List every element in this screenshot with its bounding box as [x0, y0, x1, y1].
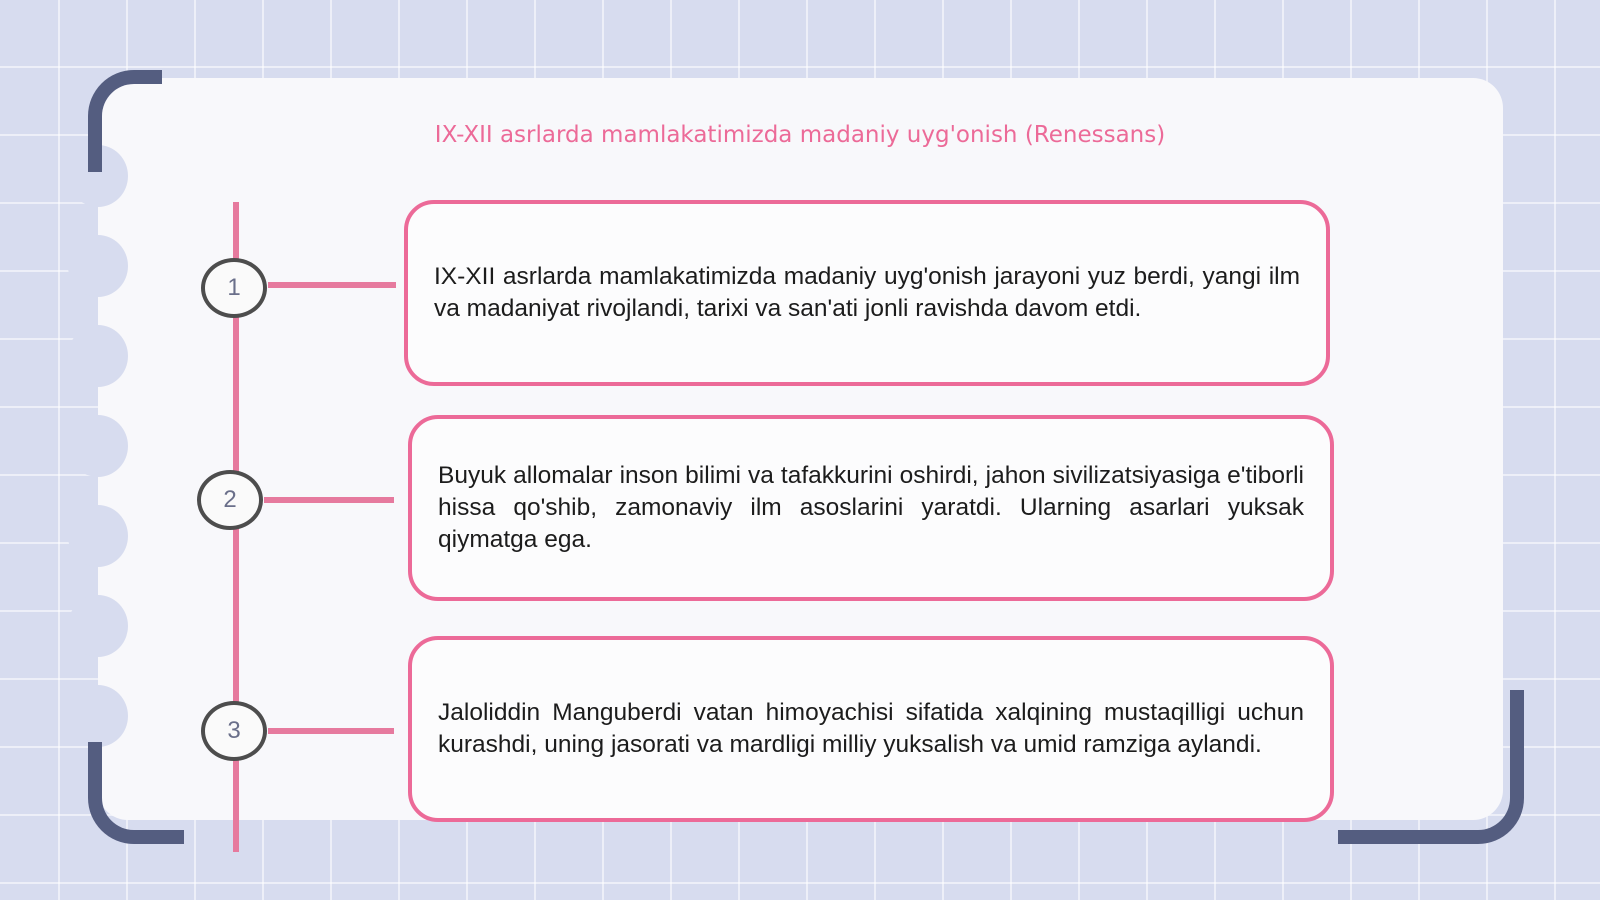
step-card-1	[404, 200, 1330, 386]
frame-corner-top-left	[88, 70, 162, 172]
scallop-notch	[68, 325, 128, 387]
timeline-connector	[264, 497, 394, 503]
step-number-2: 2	[197, 470, 263, 530]
step-number-3: 3	[201, 701, 267, 761]
step-card-3	[408, 636, 1334, 822]
scallop-notch	[68, 505, 128, 567]
step-text-3: Jaloliddin Manguberdi vatan himoyachisi sifatida xalqining mustaqilligi uchun kurashdi, uning jasorati va mardligi milliy yuksalish va umid ramziga aylandi.	[438, 699, 1304, 758]
scallop-notch	[68, 415, 128, 477]
step-text-2: Buyuk allomalar inson bilimi va tafakkurini oshirdi, jahon sivilizatsiyasiga e'tiborli hissa qo'shib, zamonaviy ilm asoslarini yaratdi. Ularning asarlari yuksak qiymatga ega.	[438, 462, 1304, 553]
timeline-connector	[268, 282, 396, 288]
slide-title: IX-XII asrlarda mamlakatimizda madaniy uyg'onish (Renessans)	[434, 122, 1166, 148]
step-text-1: IX-XII asrlarda mamlakatimizda madaniy uyg'onish jarayoni yuz berdi, yangi ilm va madaniyat rivojlandi, tarixi va san'ati jonli ravishda davom etdi.	[434, 263, 1300, 322]
step-card-2	[408, 415, 1334, 601]
scallop-notch	[68, 685, 128, 747]
step-number-1: 1	[201, 258, 267, 318]
scallop-notch	[68, 595, 128, 657]
frame-corner-bottom-right	[1338, 690, 1524, 844]
frame-corner-bottom-left	[88, 742, 184, 844]
scallop-notch	[68, 235, 128, 297]
timeline-connector	[268, 728, 394, 734]
